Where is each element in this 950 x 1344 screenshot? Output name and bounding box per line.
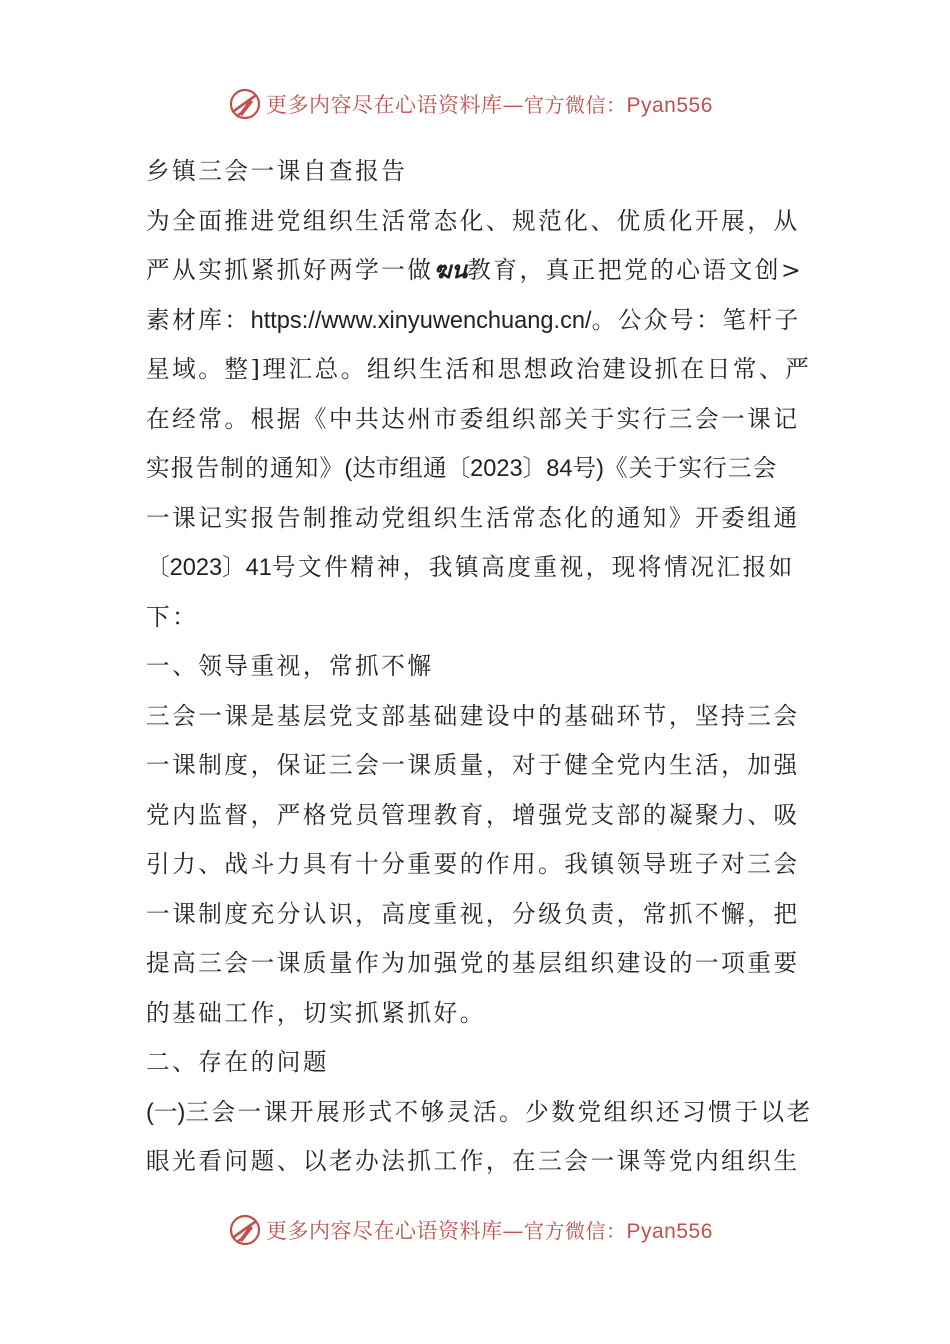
watermark-wechat-id: Pyan556 (626, 1220, 713, 1243)
watermark-banner-bottom (228, 1210, 713, 1250)
section-heading-2: 二、存在的问题 (146, 1048, 330, 1076)
watermark-dash: — (502, 1219, 524, 1243)
p1-line-3b: 。公众号：笔杆子 (591, 305, 801, 334)
p2-line-7: 的基础工作，切实抓紧抓好。 (146, 998, 486, 1027)
p1-line-3 (146, 296, 808, 346)
p3-line-2: 眼光看问题、以老办法抓工作，在三会一课等党内组织生 (146, 1147, 800, 1175)
p1-line-9: 下： (146, 602, 199, 631)
p2-line-5: 一课制度充分认识，高度重视，分级负责，常抓不懈，把 (146, 899, 800, 928)
p1-line-2b: 教育，真正把党的心语文创> (467, 256, 804, 284)
pen-logo-icon (228, 1213, 262, 1247)
watermark-brand: 更多内容尽在心语资料库 (266, 93, 503, 117)
p1-line-8b: 号文件精神，我镇高度重视，现将情况汇报如 (271, 553, 795, 581)
p1-line-8 (146, 543, 808, 593)
document-title: 乡镇三会一课自查报告 (146, 157, 408, 185)
p1-line-2 (146, 246, 808, 296)
watermark-text (266, 1215, 713, 1245)
p3-line-1a: (一) (146, 1099, 186, 1126)
pen-logo-icon (228, 87, 262, 121)
document-body (146, 147, 813, 1187)
p1-line-8a: 〔2023〕41 (146, 555, 272, 581)
p1-line-6a: 实报告制的通知》 (146, 454, 345, 482)
p2-line-3: 党内监督，严格党员管理教育，增强党支部的凝聚力、吸 (146, 800, 800, 829)
p1-line-4: 星域。整]理汇总。组织生活和思想政治建设抓在日常、严 (146, 355, 812, 383)
watermark-brand: 更多内容尽在心语资料库 (266, 1219, 503, 1243)
watermark-wechat-label: 官方微信： (524, 93, 627, 117)
p1-line-6c: 《关于实行三会 (603, 454, 778, 482)
p1-line-2a: 严从实抓紧抓好两学一做 (146, 256, 434, 284)
watermark-wechat-label: 官方微信： (524, 1219, 627, 1243)
watermark-wechat-id: Pyan556 (626, 94, 713, 117)
p3-line-1b: 三会一课开展形式不够灵活。少数党组织还习惯于以老 (185, 1097, 813, 1126)
p1-line-1: 为全面推进党组织生活常态化、规范化、优质化开展，从 (146, 206, 800, 235)
p1-line-5: 在经常。根据《中共达州市委组织部关于实行三会一课记 (146, 404, 800, 433)
p2-line-6: 提高三会一课质量作为加强党的基层组织建设的一项重要 (146, 949, 800, 977)
p1-line-7: 一课记实报告制推动党组织生活常态化的通知》开委组通 (146, 503, 800, 532)
watermark-banner-top (228, 84, 713, 124)
p1-line-6b: (达市组通〔2023〕84号) (344, 456, 604, 482)
p3-line-1 (146, 1088, 813, 1138)
p1-line-6 (146, 444, 808, 494)
p1-line-3a: 素材库： (146, 305, 251, 334)
p1-line-2-glyphs: ฆน (433, 256, 468, 284)
p2-line-4: 引力、战斗力具有十分重要的作用。我镇领导班子对三会 (146, 850, 800, 878)
p2-line-1: 三会一课是基层党支部基础建设中的基础环节，坚持三会 (146, 701, 800, 730)
p2-line-2: 一课制度，保证三会一课质量，对于健全党内生活，加强 (146, 751, 800, 779)
source-url-link[interactable]: https://www.xinyuwenchuang.cn/ (250, 307, 592, 334)
watermark-dash: — (502, 93, 524, 117)
section-heading-1: 一、领导重视，常抓不懈 (146, 652, 434, 680)
watermark-text (266, 89, 713, 119)
